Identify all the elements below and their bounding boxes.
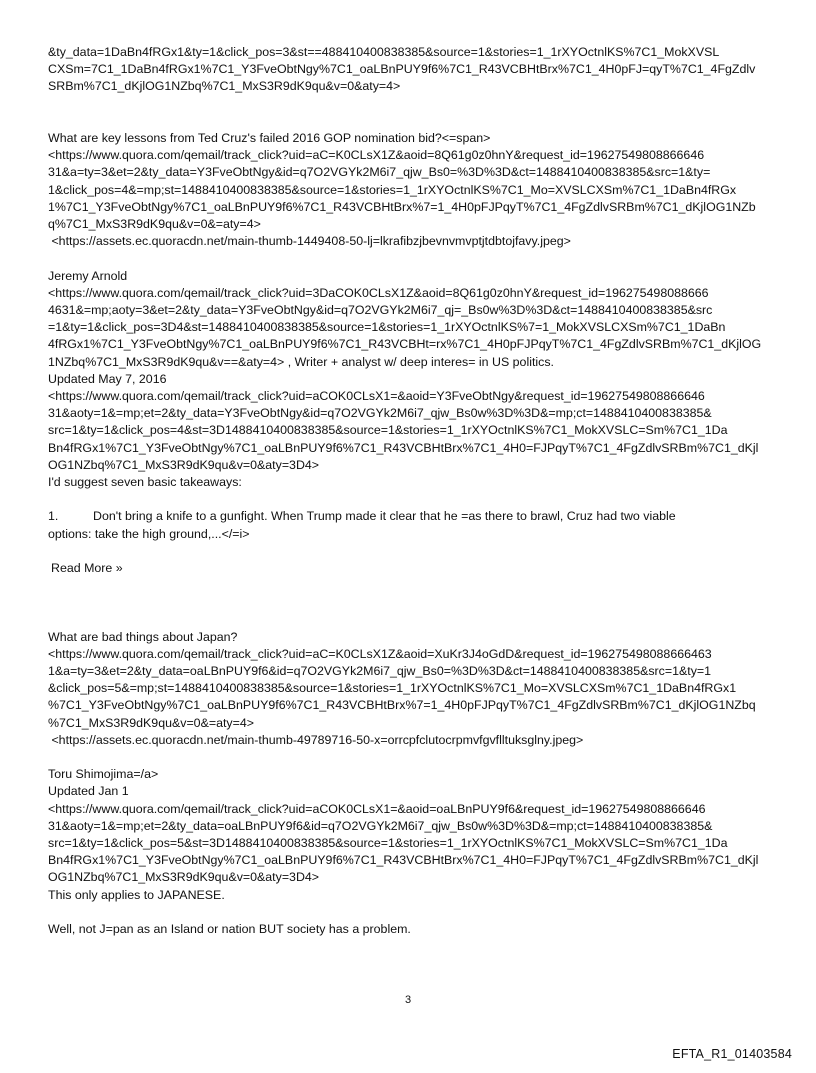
- tracking-link: q%7C1_MxS3R9dK9qu&v=0&=aty=4>: [48, 217, 261, 232]
- tracking-link: 31&aoty=1&=mp;et=2&ty_data=oaLBnPUY9f6&id=q7O2VGYk2M6i7_qjw_Bs0w%3D%3D&=mp;ct=1488410400838385&: [48, 818, 713, 833]
- tracking-link: 4fRGx1%7C1_Y3FveObtNgy%7C1_oaLBnPUY9f6%7C1_R43VCBHt=rx%7C1_4H0pFJPqyT%7C1_4FgZdlvSRBm%7C1_dKjlOG: [48, 337, 762, 352]
- text-line: CXSm=7C1_1DaBn4fRGx1%7C1_Y3FveObtNgy%7C1_oaLBnPUY9f6%7C1_R43VCBHtBrx%7C1_4H0pFJ=qyT%7C1_4FgZdlv: [48, 62, 756, 77]
- tracking-link: OG1NZbq%7C1_MxS3R9dK9qu&v=0&aty=3D4>: [48, 870, 320, 885]
- author-name: Jeremy Arnold: [48, 268, 128, 283]
- document-body: [48, 44, 784, 938]
- answer-intro: I'd suggest seven basic takeaways:: [48, 475, 242, 490]
- tracking-link: 1&click_pos=4&=mp;st=1488410400838385&source=1&stories=1_1rXYOctnlKS%7C1_Mo=XVSLCXSm%7C1_1DaBn4fRGx: [48, 182, 737, 197]
- question-title: What are key lessons from Ted Cruz's failed 2016 GOP nomination bid?<=span>: [48, 131, 491, 145]
- tracking-link: 4631&=mp;aoty=3&et=2&ty_data=Y3FveObtNgy&id=q7O2VGYk2M6i7_qj=_Bs0w%3D%3D&ct=1488410400838385&src: [48, 303, 713, 318]
- tracking-link: Bn4fRGx1%7C1_Y3FveObtNgy%7C1_oaLBnPUY9f6%7C1_R43VCBHtBrx%7C1_4H0=FJPqyT%7C1_4FgZdlvSRBm%7C1_dKjl: [48, 853, 759, 868]
- updated-date: Updated May 7, 2016: [48, 371, 167, 386]
- tracking-link: <https://www.quora.com/qemail/track_click?uid=aCOK0CLsX1=&aoid=oaLBnPUY9f6&request_id=19627549808866646: [48, 801, 706, 816]
- tracking-link: <https://www.quora.com/qemail/track_click?uid=aCOK0CLsX1=&aoid=Y3FveObtNgy&request_id=19627549808866646: [48, 389, 705, 404]
- item-number: 1.: [48, 509, 59, 524]
- spacer: [48, 749, 784, 766]
- bates-number: EFTA_R1_01403584: [672, 1047, 792, 1061]
- tracking-link: %7C1_Y3FveObtNgy%7C1_oaLBnPUY9f6%7C1_R43VCBHtBrx%7=1_4H0pFJPqyT%7C1_4FgZdlvSRBm%7C1_dKjlOG1NZbq: [48, 698, 756, 713]
- tracking-link: 1&a=ty=3&et=2&ty_data=oaLBnPUY9f6&id=q7O2VGYk2M6i7_qjw_Bs0=%3D%3D&ct=1488410400838385&src=1&ty=1: [48, 664, 712, 679]
- tracking-link: Bn4fRGx1%7C1_Y3FveObtNgy%7C1_oaLBnPUY9f6%7C1_R43VCBHtBrx%7C1_4H0=FJPqyT%7C1_4FgZdlvSRBm%7C1_dKjl: [48, 440, 759, 455]
- thumbnail-link: <https://assets.ec.quoracdn.net/main-thumb-1449408-50-lj=lkrafibzjbevnvmvptjtdbtojfavy.jpeg>: [48, 234, 571, 249]
- tracking-link: &click_pos=5&=mp;st=1488410400838385&source=1&stories=1_1rXYOctnlKS%7C1_Mo=XVSLCXSm%7C1_1DaBn4fRGx1: [48, 681, 737, 696]
- question-block-japan: [48, 629, 784, 749]
- question-title: What are bad things about Japan?: [48, 629, 238, 644]
- tracking-link: <https://www.quora.com/qemail/track_click?uid=aC=K0CLsX1Z&aoid=XuKr3J4oGdD&request_id=196275498088666463: [48, 646, 712, 661]
- tracking-link: OG1NZbq%7C1_MxS3R9dK9qu&v=0&aty=3D4>: [48, 457, 320, 472]
- spacer: [48, 491, 784, 508]
- item-text: options: take the high ground,...</=i>: [48, 526, 250, 541]
- updated-date: Updated Jan 1: [48, 784, 129, 799]
- tracking-link: 31&aoty=1&=mp;et=2&ty_data=Y3FveObtNgy&id=q7O2VGYk2M6i7_qjw_Bs0w%3D%3D&=mp;ct=1488410400838385&: [48, 406, 712, 421]
- spacer: [48, 543, 784, 560]
- text-line: &ty_data=1DaBn4fRGx1&ty=1&click_pos=3&st==488410400838385&source=1&stories=1_1rXYOctnlKS%7C1_MokXVSL: [48, 45, 720, 59]
- answer-block-toru-shimojima: [48, 766, 784, 904]
- tracking-link: %7C1_MxS3R9dK9qu&v=0&=aty=4>: [48, 715, 254, 730]
- text-block-1: [48, 44, 784, 96]
- spacer: [48, 904, 784, 921]
- author-credential: 1NZbq%7C1_MxS3R9dK9qu&v==&aty=4> , Writer + analyst w/ deep interes= in US politics.: [48, 354, 554, 369]
- thumbnail-link: <https://assets.ec.quoracdn.net/main-thumb-49789716-50-x=orrcpfclutocrpmvfgvflltuksglny.jpeg>: [48, 732, 584, 747]
- tracking-link: 1%7C1_Y3FveObtNgy%7C1_oaLBnPUY9f6%7C1_R43VCBHtBrx%7=1_4H0pFJPqyT%7C1_4FgZdlvSRBm%7C1_dKjlOG1NZb: [48, 199, 756, 214]
- item-text: Don't bring a knife to a gunfight. When Trump made it clear that he =as there to brawl, Cruz had two viable: [93, 509, 676, 524]
- tracking-link: src=1&ty=1&click_pos=5&st=3D1488410400838385&source=1&stories=1_1rXYOctnlKS%7C1_MokXVSLC=Sm%7C1_1Da: [48, 836, 728, 851]
- author-name: Toru Shimojima=/a>: [48, 767, 159, 782]
- read-more-link[interactable]: Read More »: [51, 561, 123, 576]
- tracking-link: src=1&ty=1&click_pos=4&st=3D1488410400838385&source=1&stories=1_1rXYOctnlKS%7C1_MokXVSLC=Sm%7C1_1Da: [48, 423, 728, 438]
- tracking-link: <https://www.quora.com/qemail/track_click?uid=aC=K0CLsX1Z&aoid=8Q61g0z0hnY&request_id=19627549808866646: [48, 148, 705, 163]
- answer-text: This only applies to JAPANESE.: [48, 887, 225, 902]
- numbered-item-1: [48, 508, 784, 542]
- page-number: 3: [404, 994, 412, 1006]
- spacer: [48, 612, 784, 629]
- spacer: [48, 96, 784, 130]
- text-line: SRBm%7C1_dKjlOG1NZbq%7C1_MxS3R9dK9qu&v=0&aty=4>: [48, 79, 401, 94]
- answer-block-jeremy-arnold: [48, 268, 784, 492]
- question-block-ted-cruz: [48, 130, 784, 250]
- tracking-link: <https://www.quora.com/qemail/track_click?uid=3DaCOK0CLsX1Z&aoid=8Q61g0z0hnY&request_id=196275498088666: [48, 285, 709, 300]
- answer-text: Well, not J=pan as an Island or nation BUT society has a problem.: [48, 922, 411, 937]
- spacer: [48, 250, 784, 267]
- spacer: [48, 577, 784, 611]
- tracking-link: =1&ty=1&click_pos=3D4&st=1488410400838385&source=1&stories=1_1rXYOctnlKS%7=1_MokXVSLCXSm%7C1_1DaBn: [48, 320, 726, 335]
- tracking-link: 31&a=ty=3&et=2&ty_data=Y3FveObtNgy&id=q7O2VGYk2M6i7_qjw_Bs0=%3D%3D&ct=1488410400838385&src=1&ty=: [48, 165, 711, 180]
